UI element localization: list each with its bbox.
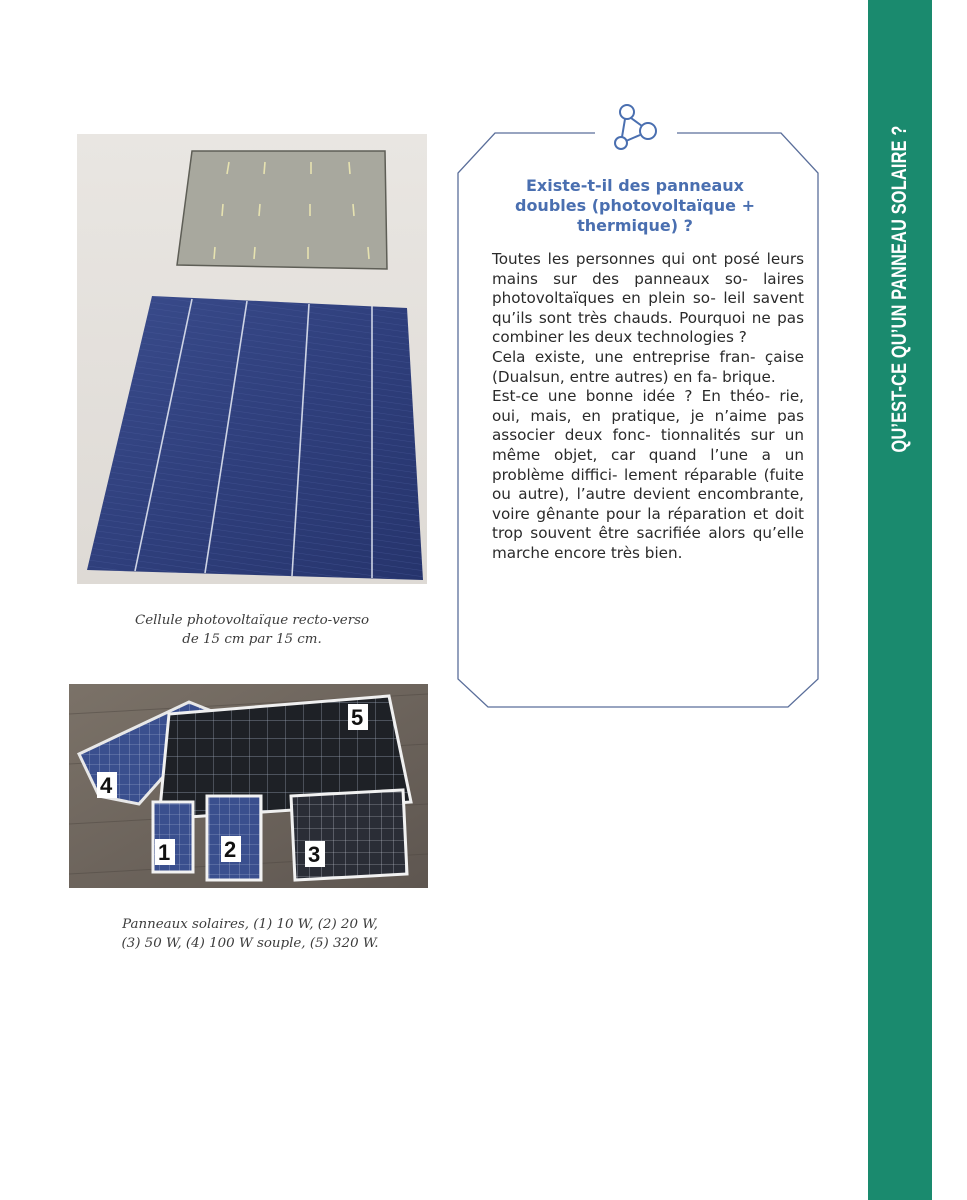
panel-label-4: 4: [100, 773, 113, 798]
chapter-title-text: QU’EST-CE QU’UN PANNEAU SOLAIRE ?: [888, 125, 911, 453]
panel-label-5: 5: [351, 705, 364, 730]
info-box-title: [480, 176, 790, 236]
info-paragraph: Toutes les personnes qui ont posé leurs mains sur des panneaux so- laires photovoltaïques en plein so- leil savent qu’ils sont très chauds. Pourquoi ne pas combiner les deux technologies ?: [492, 250, 804, 347]
caption-line: Cellule photovoltaïque recto-verso: [134, 613, 370, 628]
solar-cell-photo: [77, 134, 427, 584]
molecule-icon: [610, 101, 666, 153]
caption-line: (3) 50 W, (4) 100 W souple, (5) 320 W.: [121, 936, 379, 951]
title-line: doubles (photovoltaïque +: [514, 196, 755, 215]
info-paragraph: Cela existe, une entreprise fran- çaise (Dualsun, entre autres) en fa- brique.: [492, 347, 804, 386]
caption-line: de 15 cm par 15 cm.: [182, 632, 322, 647]
solar-panels-photo: [69, 684, 428, 888]
panel-label-3: 3: [308, 842, 321, 867]
panel-label-2: 2: [224, 837, 237, 862]
panel-label-1: 1: [158, 840, 171, 865]
caption-line: Panneaux solaires, (1) 10 W, (2) 20 W,: [122, 917, 378, 932]
title-line: thermique) ?: [577, 216, 693, 235]
solar-cell-caption: [90, 611, 414, 649]
info-box-body: [492, 250, 804, 564]
info-paragraph: Est-ce une bonne idée ? En théo- rie, oui, mais, en pratique, je n’aime pas associer deux fonc- tionnalités sur un même objet, car quand l’une a un problème diffici- lement réparable (fuite ou autre), l’autre devient encombrante, voire gênante pour la réparation et doit trop souvent être sacrifiée alors qu’elle marche encore très bien.: [492, 387, 804, 562]
title-line: Existe-t-il des panneaux: [525, 176, 744, 195]
solar-panels-caption: [90, 915, 410, 953]
